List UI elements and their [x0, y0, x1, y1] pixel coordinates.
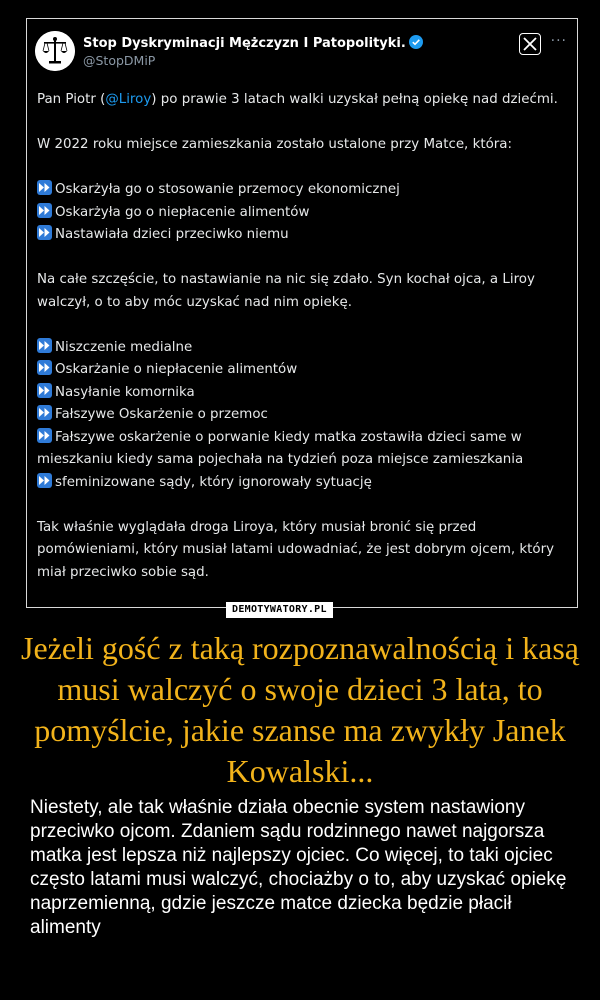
- author-name[interactable]: Stop Dyskryminacji Mężczyzn I Patopolityki.: [83, 35, 423, 53]
- list-item: Oskarżyła go o niepłacenie alimentów: [37, 202, 569, 225]
- fast-forward-icon: [37, 405, 52, 420]
- tweet-text: [37, 89, 569, 584]
- watermark: DEMOTYWATORY.PL: [226, 602, 333, 618]
- list-item: Oskarżanie o niepłacenie alimentów: [37, 359, 569, 382]
- list-item: Nasyłanie komornika: [37, 382, 569, 405]
- fast-forward-icon: [37, 180, 52, 195]
- fast-forward-icon: [37, 473, 52, 488]
- tweet-intro: Pan Piotr (@Liroy) po prawie 3 latach walki uzyskał pełną opiekę nad dziećmi.: [37, 92, 558, 107]
- scales-of-justice-logo[interactable]: [35, 31, 75, 71]
- verified-badge-icon: [409, 35, 423, 53]
- fast-forward-icon: [37, 203, 52, 218]
- tweet-paragraph: Tak właśnie wyglądała droga Liroya, który musiał bronić się przed pomówieniami, który musiał latami udowadniać, że jest dobrym ojcem, który miał przeciwko sobie sąd.: [37, 519, 555, 580]
- mention-link[interactable]: @Liroy: [105, 92, 152, 107]
- fast-forward-icon: [37, 428, 52, 443]
- headline: Jeżeli gość z taką rozpoznawalnością i kasą musi walczyć o swoje dzieci 3 lata, to pomyślcie, jakie szanse ma zwykły Janek Kowalski...: [21, 630, 579, 789]
- tweet-paragraph: W 2022 roku miejsce zamieszkania zostało ustalone przy Matce, która:: [37, 137, 512, 152]
- caption: Niestety, ale tak właśnie działa obecnie system nastawiony przeciwko ojcom. Zdaniem sądu rodzinnego nawet najgorsza matka jest lepsza niż najlepszy ojciec. Co więcej, to taki ojciec często latami musi walczyć, chociażby o to, aby uzyskać opiekę naprzemienną, gdzie jeszcze matce dziecka będzie płacił alimenty: [30, 797, 567, 938]
- x-logo-icon[interactable]: [519, 33, 541, 55]
- fast-forward-icon: [37, 225, 52, 240]
- list-item: Fałszywe oskarżenie o porwanie kiedy matka zostawiła dzieci same w mieszkaniu kiedy sama pojechała na tydzień poza miejsce zamieszkania: [37, 429, 524, 467]
- list-item: Niszczenie medialne: [37, 337, 569, 360]
- author-handle[interactable]: @StopDMiP: [83, 53, 156, 68]
- more-icon[interactable]: ···: [550, 33, 567, 49]
- list-item: Nastawiała dzieci przeciwko niemu: [37, 224, 569, 247]
- bullet-list: [37, 179, 569, 247]
- post-image-frame: [26, 18, 578, 608]
- list-item: Oskarżyła go o stosowanie przemocy ekonomicznej: [37, 179, 569, 202]
- fast-forward-icon: [37, 360, 52, 375]
- fast-forward-icon: [37, 383, 52, 398]
- tweet-header: [35, 31, 569, 75]
- bullet-list: [37, 337, 569, 495]
- list-item: sfeminizowane sądy, który ignorowały sytuację: [37, 472, 569, 495]
- fast-forward-icon: [37, 338, 52, 353]
- tweet-paragraph: Na całe szczęście, to nastawianie na nic się zdało. Syn kochał ojca, a Liroy walczył, o to aby móc uzyskać nad nim opiekę.: [37, 272, 535, 310]
- list-item: Fałszywe Oskarżenie o przemoc: [37, 404, 569, 427]
